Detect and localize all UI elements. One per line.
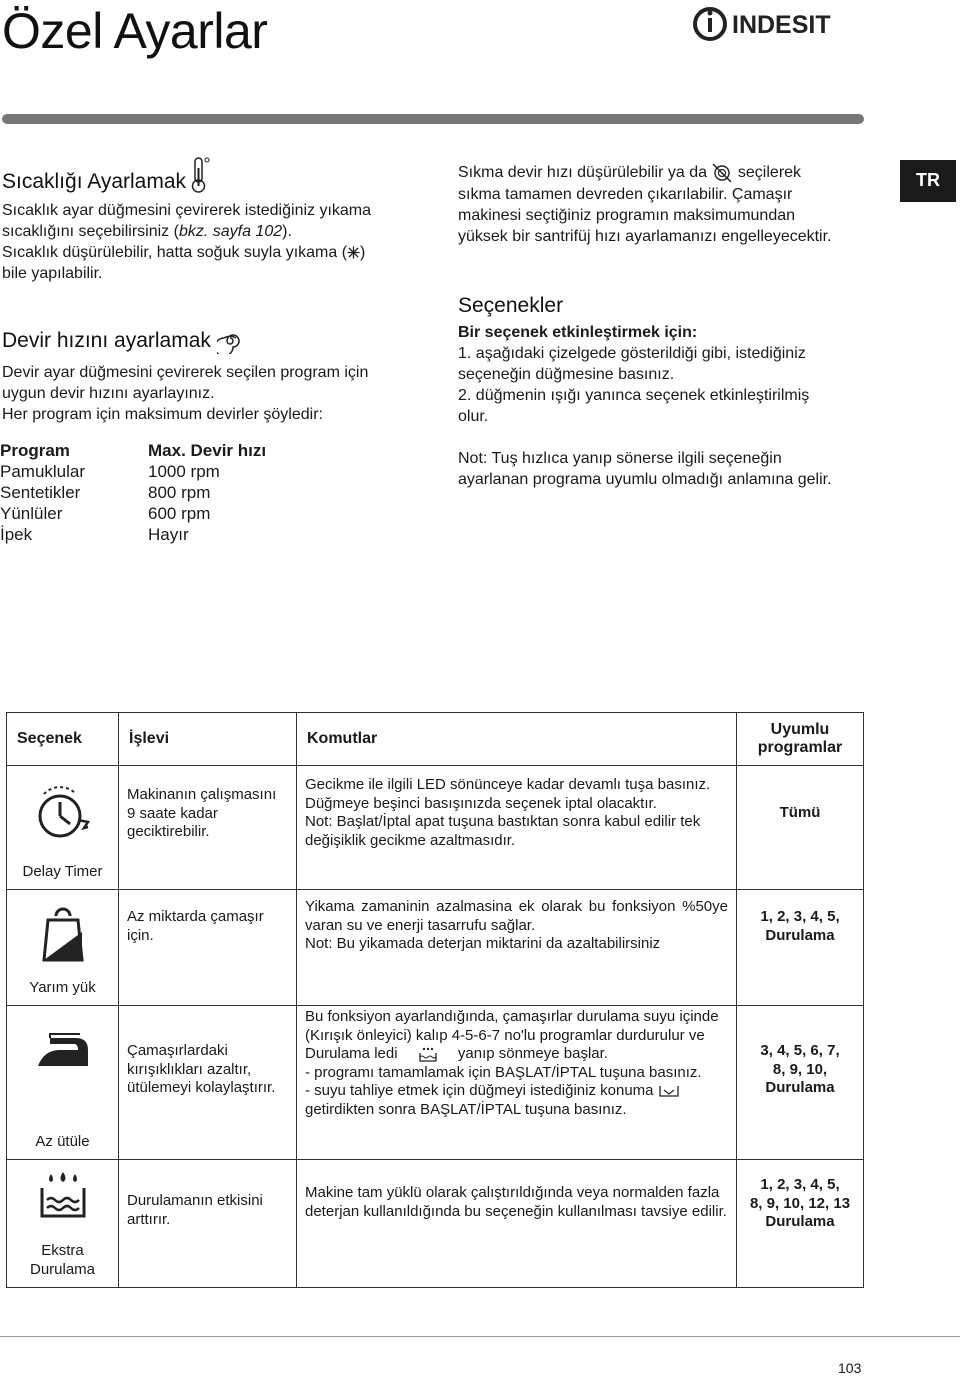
table-row bbox=[7, 1160, 864, 1288]
option-function: Makinanın çalışmasını 9 saate kadar geciktirebilir. bbox=[119, 766, 297, 890]
option-extra-rinse bbox=[7, 1160, 119, 1288]
indesit-logo-icon bbox=[692, 2, 852, 46]
table-row bbox=[7, 766, 864, 890]
footer-divider bbox=[0, 1336, 960, 1337]
delay-timer-icon bbox=[30, 780, 96, 842]
spin-note-line4: yüksek bir santrifüj hızı ayarlamanızı engelleyecektir. bbox=[458, 228, 832, 245]
page-title: Özel Ayarlar bbox=[2, 3, 268, 59]
option-name: Delay Timer bbox=[22, 862, 103, 880]
snowflake-icon bbox=[347, 246, 360, 259]
brand-name: INDESIT bbox=[732, 11, 831, 39]
option-compat: 1, 2, 3, 4, 5, 8, 9, 10, 12, 13 Durulama bbox=[737, 1160, 864, 1288]
option-function: Durulamanın etkisini arttırır. bbox=[119, 1160, 297, 1288]
spin-note-section bbox=[458, 162, 878, 247]
program-speed-table bbox=[0, 440, 266, 545]
spin-line2: uygun devir hızını ayarlayınız. bbox=[2, 385, 215, 402]
option-commands: Makine tam yüklü olarak çalıştırıldığında veya normalden fazla deterjan kullanıldığında bu seçeneğin kullanılması tavsiye edilir. bbox=[297, 1160, 737, 1288]
header-divider bbox=[2, 114, 864, 124]
language-badge: TR bbox=[900, 160, 956, 202]
program-table-header: Program Max. Devir hızı bbox=[0, 441, 267, 460]
option-commands: Bu fonksiyon ayarlandığında, çamaşırlar durulama suyu içinde (Kırışık önleyici) kalıp 4-5-6-7 no'lu programlar durdurulur ve Durulama ledi yanıp sönmeye başlar. - programı tamamlamak için BAŞLAT/İPTAL tuşuna basınız. - suyu tahliye etmek için düğmeyi istediğiniz konuma getirdikten sonra BAŞLAT/İPTAL tuşuna basınız. bbox=[297, 1006, 737, 1160]
page-number: 103 bbox=[838, 1360, 862, 1376]
option-name: Ekstra Durulama bbox=[29, 1242, 96, 1278]
temperature-line2: sıcaklığını seçebilirsiniz (bkz. sayfa 102). bbox=[2, 223, 292, 240]
iron-icon bbox=[30, 1028, 96, 1072]
options-heading: Seçenekler bbox=[458, 294, 564, 317]
options-subheading: Bir seçenek etkinleştirmek için: bbox=[458, 324, 698, 341]
spin-spiral-icon bbox=[217, 328, 243, 354]
table-row: Sentetikler 800 rpm bbox=[0, 483, 211, 502]
spin-note-line3: makinesi seçtiğiniz programın maksimumundan bbox=[458, 207, 796, 224]
options-table bbox=[6, 712, 864, 1288]
table-row bbox=[7, 1006, 864, 1160]
thermometer-icon bbox=[190, 156, 212, 194]
spin-heading: Devir hızını ayarlamak bbox=[2, 329, 211, 352]
options-step2a: 2. düğmenin ışığı yanınca seçenek etkinleştirilmiş bbox=[458, 387, 810, 404]
no-spin-icon bbox=[711, 162, 733, 184]
temperature-heading: Sıcaklığı Ayarlamak bbox=[2, 170, 187, 193]
option-name: Yarım yük bbox=[29, 978, 96, 996]
brand-logo bbox=[692, 2, 852, 46]
spin-line3: Her program için maksimum devirler şöyledir: bbox=[2, 406, 323, 423]
header-commands: Komutlar bbox=[297, 713, 737, 766]
option-delay-timer bbox=[7, 766, 119, 890]
options-step2b: olur. bbox=[458, 408, 489, 425]
temperature-line4: bile yapılabilir. bbox=[2, 265, 103, 282]
rinse-led-icon bbox=[402, 1046, 454, 1062]
table-row bbox=[7, 890, 864, 1006]
spin-line1: Devir ayar düğmesini çevirerek seçilen program için bbox=[2, 364, 369, 381]
option-compat: 1, 2, 3, 4, 5, Durulama bbox=[737, 890, 864, 1006]
option-compat: Tümü bbox=[737, 766, 864, 890]
option-function: Az miktarda çamaşır için. bbox=[119, 890, 297, 1006]
option-half-load bbox=[7, 890, 119, 1006]
drain-icon bbox=[658, 1084, 680, 1098]
page-reference: bkz. sayfa 102 bbox=[178, 223, 283, 240]
options-note1: Not: Tuş hızlıca yanıp sönerse ilgili seçeneğin bbox=[458, 450, 782, 467]
table-row: Yünlüler 600 rpm bbox=[0, 504, 211, 523]
option-name: Az ütüle bbox=[35, 1132, 90, 1150]
options-step1a: 1. aşağıdaki çizelgede gösterildiği gibi, istediğiniz bbox=[458, 345, 806, 362]
header-option: Seçenek bbox=[7, 713, 119, 766]
option-easy-iron bbox=[7, 1006, 119, 1160]
spin-note-line2: sıkma tamamen devreden çıkarılabilir. Çamaşır bbox=[458, 186, 793, 203]
extra-rinse-icon bbox=[37, 1170, 89, 1220]
option-compat: 3, 4, 5, 6, 7, 8, 9, 10, Durulama bbox=[737, 1006, 864, 1160]
spin-section bbox=[2, 324, 422, 425]
options-section bbox=[458, 294, 878, 490]
options-table-header bbox=[7, 713, 864, 766]
options-step1b: seçeneğin düğmesine basınız. bbox=[458, 366, 675, 383]
option-commands: Gecikme ile ilgili LED sönünceye kadar devamlı tuşa basınız. Düğmeye beşinci basışınızda seçenek iptal olacaktır. Not: Başlat/İptal apat tuşuna bastıktan sonra kabul edilir tek değişiklik gecikme azaltmasıdır. bbox=[297, 766, 737, 890]
option-commands: Yikama zamaninin azalmasina ek olarak bu fonksiyon %50ye varan su ve enerji tasarrufu sağlar. Not: Bu yikamada deterjan miktarini da azaltabilirsiniz bbox=[297, 890, 737, 1006]
option-function: Çamaşırlardaki kırışıklıkları azaltır, ütülemeyi kolaylaştırır. bbox=[119, 1006, 297, 1160]
header-function: İşlevi bbox=[119, 713, 297, 766]
temperature-section bbox=[2, 156, 422, 284]
spin-note-line1: Sıkma devir hızı düşürülebilir ya da seçilerek bbox=[458, 162, 878, 184]
table-row: Pamuklular 1000 rpm bbox=[0, 462, 220, 481]
temperature-line1: Sıcaklık ayar düğmesini çevirerek istediğiniz yıkama bbox=[2, 202, 372, 219]
options-note2: ayarlanan programa uyumlu olmadığı anlamına gelir. bbox=[458, 471, 832, 488]
table-row: İpek Hayır bbox=[0, 525, 189, 544]
half-load-weight-icon bbox=[38, 902, 88, 966]
temperature-line3: Sıcaklık düşürülebilir, hatta soğuk suyla yıkama ( ) bbox=[2, 244, 366, 261]
header-compat: Uyumlu programlar bbox=[737, 713, 864, 766]
